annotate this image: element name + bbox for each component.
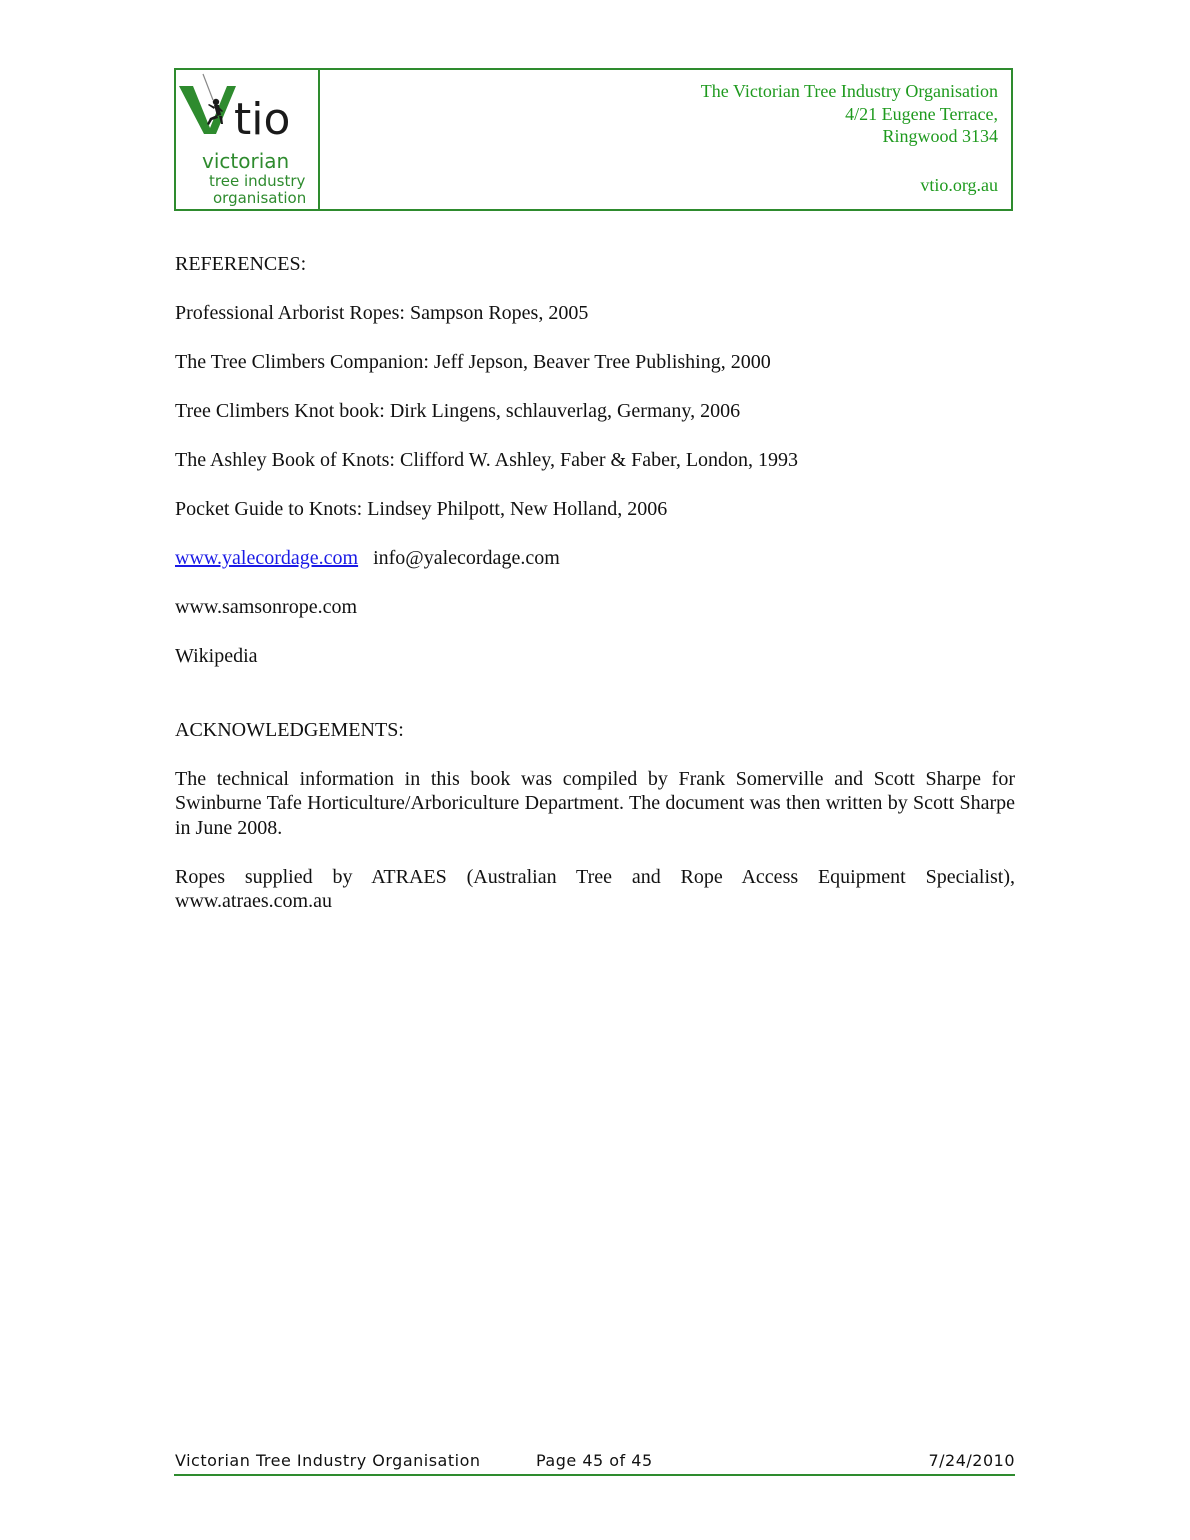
reference-item: Professional Arborist Ropes: Sampson Ropes, 2005	[175, 302, 589, 324]
rope-line	[203, 74, 213, 100]
reference-item: The Ashley Book of Knots: Clifford W. Ashley, Faber & Faber, London, 1993	[175, 449, 799, 471]
reference-item: The Tree Climbers Companion: Jeff Jepson, Beaver Tree Publishing, 2000	[175, 351, 771, 373]
reference-item: Pocket Guide to Knots: Lindsey Philpott, New Holland, 2006	[175, 498, 668, 520]
logo	[176, 70, 320, 209]
org-name: The Victorian Tree Industry Organisation	[700, 81, 998, 101]
reference-samson: www.samsonrope.com	[175, 596, 358, 618]
footer-date: 7/24/2010	[928, 1451, 1015, 1470]
logo-line-organisation: organisation	[213, 189, 307, 207]
yalecordage-email: info@yalecordage.com	[373, 547, 560, 569]
letterhead	[174, 68, 1013, 211]
vtio-logo	[176, 70, 318, 209]
acknowledgements-paragraph: The technical information in this book was compiled by Frank Somerville and Scott Sharpe for Swinburne Tafe Horticulture/Arboriculture Department. The document was then written by Scott Sharpe in June 2008.	[175, 767, 1015, 839]
reference-wikipedia: Wikipedia	[175, 645, 258, 667]
ropes-supplied-paragraph	[175, 865, 1015, 890]
reference-yalecordage	[175, 546, 1015, 571]
references-heading: REFERENCES:	[175, 253, 307, 275]
document-body	[175, 252, 1015, 938]
page-footer	[174, 1450, 1015, 1476]
atraes-url: www.atraes.com.au	[175, 890, 332, 912]
address-line-2: Ringwood 3134	[882, 126, 998, 146]
address-line-1: 4/21 Eugene Terrace,	[845, 103, 998, 124]
acknowledgements-heading: ACKNOWLEDGEMENTS:	[175, 718, 404, 741]
ropes-supplied-text: Ropes supplied by ATRAES (Australian Tree and Rope Access Equipment Specialist),	[175, 865, 1015, 888]
logo-line-tree-industry: tree industry	[209, 172, 306, 190]
footer-page-number: Page 45 of 45	[536, 1451, 653, 1470]
org-contact-block	[701, 80, 998, 196]
logo-v-shape	[179, 86, 236, 134]
yalecordage-link[interactable]: www.yalecordage.com	[175, 547, 359, 569]
footer-org: Victorian Tree Industry Organisation	[175, 1451, 481, 1470]
logo-line-victorian: victorian	[202, 149, 290, 173]
reference-item: Tree Climbers Knot book: Dirk Lingens, schlauverlag, Germany, 2006	[175, 400, 741, 422]
logo-tio-text: tio	[234, 94, 291, 145]
org-website: vtio.org.au	[920, 174, 998, 195]
